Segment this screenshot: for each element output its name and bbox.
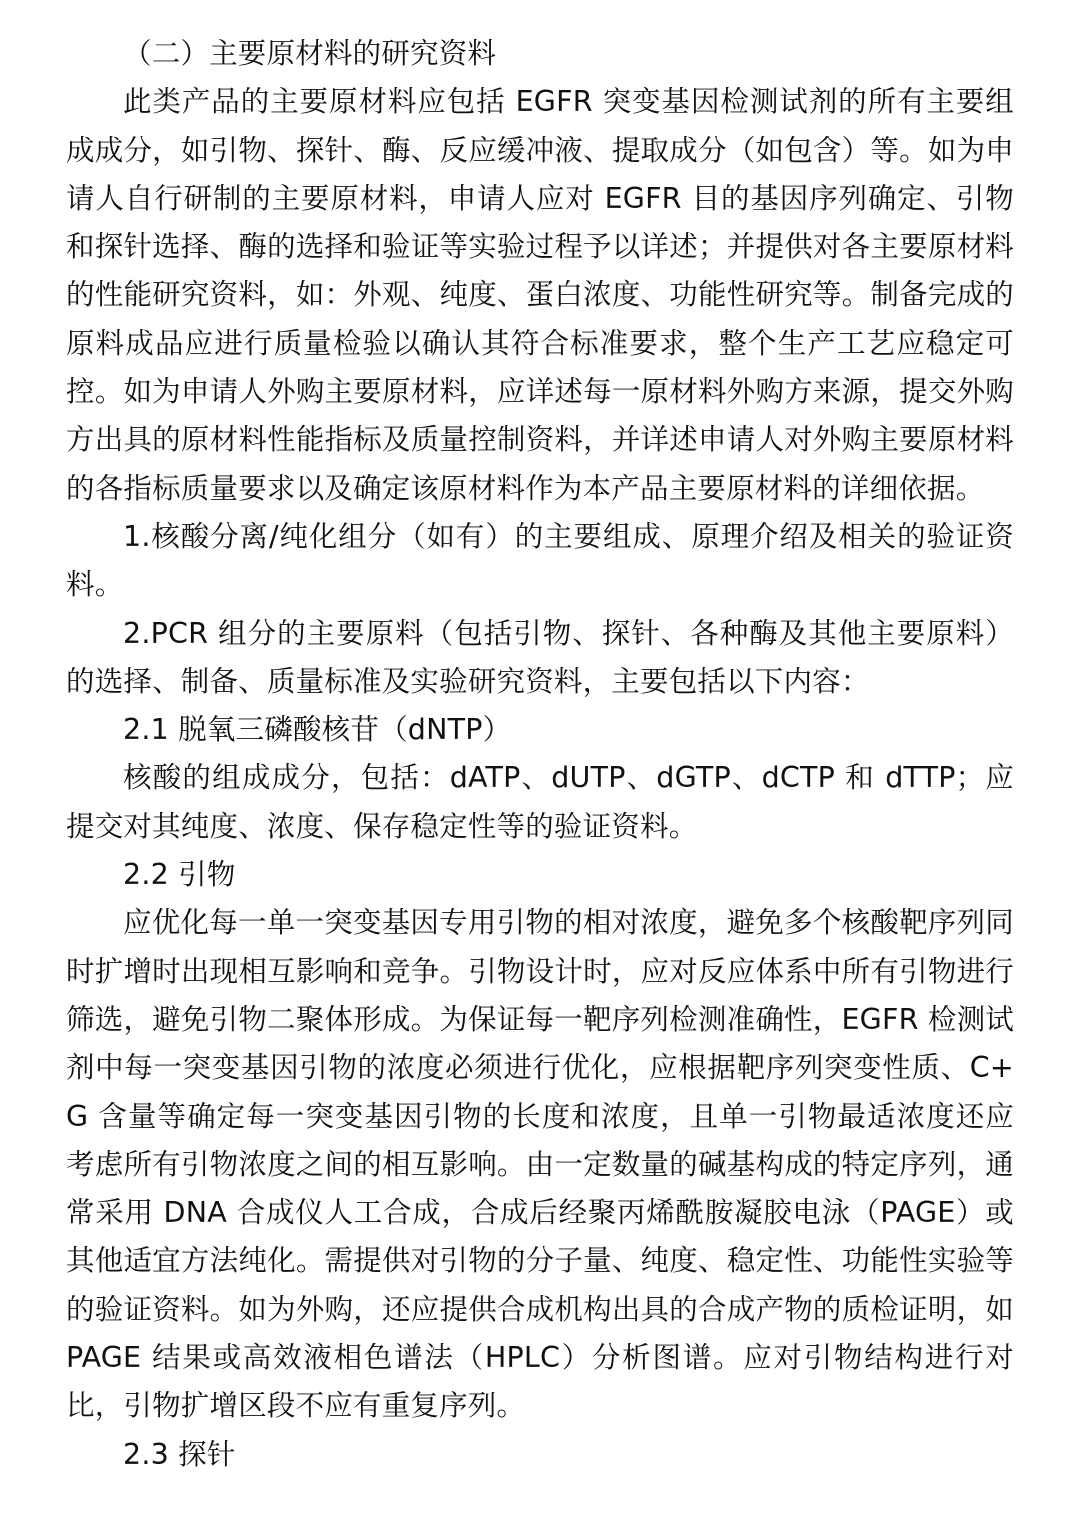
item-2-1-paragraph: 核酸的组成成分，包括：dATP、dUTP、dGTP、dCTP 和 dTTP；应提交对其纯度、浓度、保存稳定性等的验证资料。 [66, 761, 1014, 843]
item-1-paragraph: 1.核酸分离/纯化组分（如有）的主要组成、原理介绍及相关的验证资料。 [66, 519, 1014, 602]
item-2-2-paragraph: 应优化每一单一突变基因专用引物的相对浓度，避免多个核酸靶序列同时扩增时出现相互影响和竞争。引物设计时，应对反应体系中所有引物进行筛选，避免引物二聚体形成。为保证每一靶序列检测准确性，EGFR 检测试剂中每一突变基因引物的浓度必须进行优化，应根据靶序列突变性质、C+G 含量等确定每一突变基因引物的长度和浓度，且单一引物最适浓度还应考虑所有引物浓度之间的相互影响。由一定数量的碱基构成的特定序列，通常采用 DNA 合成仪人工合成，合成后经聚丙烯酰胺凝胶电泳（PAGE）或其他适宜方法纯化。需提供对引物的分子量、纯度、稳定性、功能性实验等的验证资料。如为外购，还应提供合成机构出具的合成产物的质检证明，如 PAGE 结果或高效液相色谱法（HPLC）分析图谱。应对引物结构进行对比，引物扩增区段不应有重复序列。 [66, 906, 1014, 1423]
item-2-3-heading: 2.3 探针 [123, 1437, 236, 1471]
item-2-1-heading: 2.1 脱氧三磷酸核苷（dNTP） [123, 713, 512, 747]
item-2-2-heading: 2.2 引物 [123, 858, 236, 892]
section-heading: （二）主要原材料的研究资料 [123, 37, 497, 70]
intro-paragraph: 此类产品的主要原材料应包括 EGFR 突变基因检测试剂的所有主要组成成分，如引物、探针、酶、反应缓冲液、提取成分（如包含）等。如为申请人自行研制的主要原材料，申请人应对 EGFR 目的基因序列确定、引物和探针选择、酶的选择和验证等实验过程予以详述；并提供对各主要原材料的性能研究资料，如：外观、纯度、蛋白浓度、功能性研究等。制备完成的原料成品应进行质量检验以确认其符合标准要求，整个生产工艺应稳定可控。如为申请人外购主要原材料，应详述每一原材料外购方来源，提交外购方出具的原材料性能指标及质量控制资料，并详述申请人对外购主要原材料的各指标质量要求以及确定该原材料作为本产品主要原材料的详细依据。 [66, 85, 1014, 505]
item-2-paragraph: 2.PCR 组分的主要原料（包括引物、探针、各种酶及其他主要原料）的选择、制备、质量标准及实验研究资料，主要包括以下内容： [66, 616, 1014, 698]
